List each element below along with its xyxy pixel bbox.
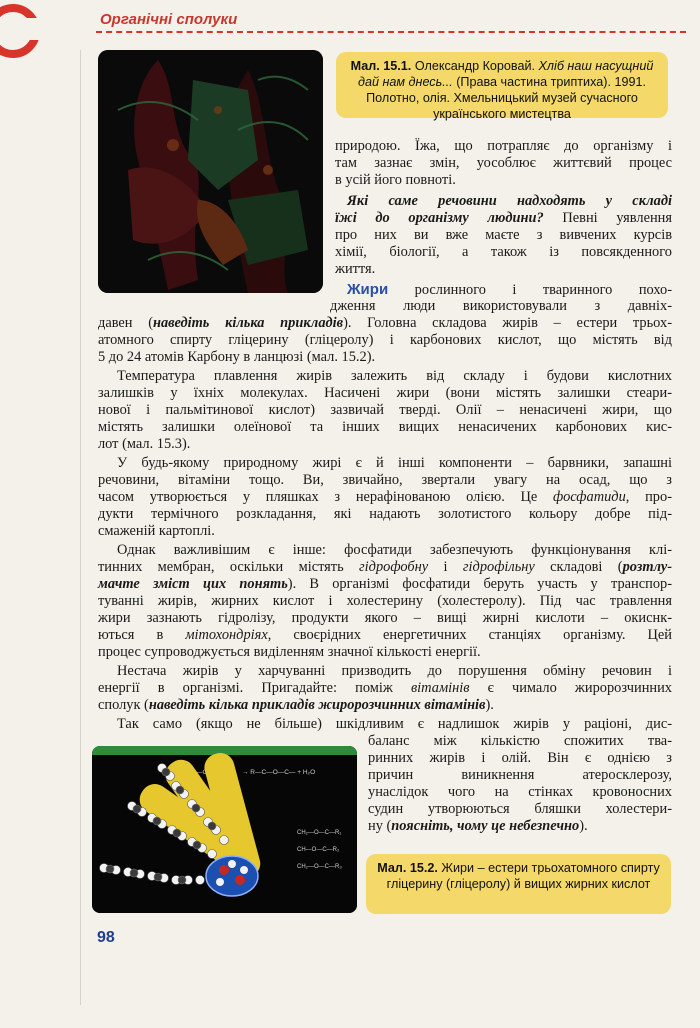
glycerol-line-1: CH₂—O—C—R₁ — [297, 830, 342, 836]
text-line: лот (мал. 15.3). — [98, 436, 191, 452]
text-line: причин виникнення атеросклерозу, — [368, 767, 672, 783]
text-line: Нестача жирів у харчуванні призводить до порушення обміну речовин і — [117, 663, 672, 679]
text-line: Однак важливішим є інше: фосфатиди забезпечують функціонування клі- — [117, 542, 672, 558]
figure-label: Мал. 15.2. — [377, 861, 438, 875]
text-line: часом утворюється у пляшках з нерафінованою олією. Це фосфатиди, про- — [98, 489, 672, 505]
text-line: баланс між кількістю спожитих тва- — [368, 733, 672, 749]
text-line: процес супроводжується виділенням значної кількості енергії. — [98, 644, 481, 660]
page-number: 98 — [97, 929, 115, 946]
text-line: туванні жирів, жирних кислот і холестерину (холестеролу). Під час травлення — [98, 593, 672, 609]
text-line: мачте зміст цих понять). В організмі фосфатиди беруть участь у транспор- — [98, 576, 672, 592]
fat-molecule-diagram — [92, 746, 357, 913]
glycerol-line-3: CH₂—O—C—R₃ — [297, 864, 342, 870]
text-line: дження люди використовували з давніх- — [330, 298, 672, 314]
glycerol-line-2: CH—O—C—R₂ — [297, 847, 340, 853]
text-line: нової і пальмітинової кислот) зазвичай тверді. Олії – ненасичені жири, що — [98, 402, 672, 418]
figure-label: Мал. 15.1. — [350, 59, 412, 73]
text-line: енергії в організмі. Пригадайте: поміж вітамінів є чимало жиророзчинних — [98, 680, 672, 696]
figure-15-2-caption — [366, 854, 671, 914]
running-header-title: Органічні сполуки — [100, 11, 238, 28]
figure-caption-text: Жири – естери трьохатомного спирту гліцерину (гліцеролу) й вищих жирних кислот — [386, 861, 660, 891]
painting-image — [98, 50, 323, 293]
text-line: У будь-якому природному жирі є й інші компоненти – барвники, запашні — [117, 455, 672, 471]
figure-details: (Права частина триптиха). 1991. Полотно, олія. Хмельницький музей сучасного українського мистецтва — [366, 75, 646, 121]
text-line: дукти термічного розкладання, які надають золотистого кольору добре під- — [98, 506, 672, 522]
text-line: унаслідок чого на стінках кровоносних — [368, 784, 672, 800]
text-line: природою. Їжа, що потрапляє до організму і — [335, 138, 672, 154]
keyword-fats: Жири — [347, 281, 389, 298]
text-line: хімії, біології, а також із повсякденного — [335, 244, 672, 260]
page-margin-line — [80, 50, 81, 1005]
text-line: містять залишки олеїнової та інших вищих ненасичених карбонових кис- — [98, 419, 672, 435]
text-line: 5 до 24 атомів Карбону в ланцюзі (мал. 15.2). — [98, 349, 376, 365]
figure-15-1-caption — [336, 52, 668, 121]
text-line: Жири рослинного і тваринного похо- — [347, 281, 672, 298]
text-line: залишків у їхніх молекулах. Насичені жири (вони містять залишки стеари- — [98, 385, 672, 401]
text-line: жири зазнають гідролізу, продукти якого – вищі жирні кислоти – окиснк- — [98, 610, 672, 626]
text-line: атомного спирту гліцерину (гліцеролу) і карбонових кислот, що містять від — [98, 332, 672, 348]
text-line: життя. — [335, 261, 376, 277]
text-line: там зазнає змін, уособлює життєвий процес — [335, 155, 672, 171]
text-line: тинних мембран, оскільки містять гідрофобну і гідрофільну складові (розтлу- — [98, 559, 672, 575]
text-line: ються в мітохондріях, своєрідних енергетичних станціях організму. Цей — [98, 627, 672, 643]
text-line: їжі до організму людини? Певні уявлення — [335, 210, 672, 226]
question-line: Які саме речовини надходять у складі — [347, 193, 672, 209]
text-line: про них ви вже маєте з вивчених курсів — [335, 227, 672, 243]
text-line: давен (наведіть кілька прикладів). Головна складова жирів – естери трьох- — [98, 315, 672, 331]
header-dashed-rule — [96, 31, 686, 33]
text-line: смаженій картоплі. — [98, 523, 215, 539]
text-line: судин утворюються бляшки холестери- — [368, 801, 672, 817]
text-line: речовини, вітаміни тощо. Ви, звичайно, звертали увагу на осад, що з — [98, 472, 672, 488]
text-line: ринних жирів і олій. Він є однією з — [368, 750, 672, 766]
text-line: Так само (якщо не більше) шкідливим є надлишок жирів у раціоні, дис- — [117, 716, 672, 732]
painting-title: Хліб наш насущний дай нам днесь... — [358, 59, 654, 89]
reaction-right: → R—C—O—C— + H₂O — [242, 769, 316, 776]
text-line: сполук (наведіть кілька прикладів жиророзчинних вітамінів). — [98, 697, 494, 713]
figure-author: Олександр Коровай. — [414, 59, 536, 73]
text-line: в усій його повноті. — [335, 172, 456, 188]
text-line: Температура плавлення жирів залежить від складу і будови кислотних — [117, 368, 672, 384]
text-line: ну (поясніть, чому це небезпечно). — [368, 818, 588, 834]
ring-gap — [18, 18, 48, 40]
